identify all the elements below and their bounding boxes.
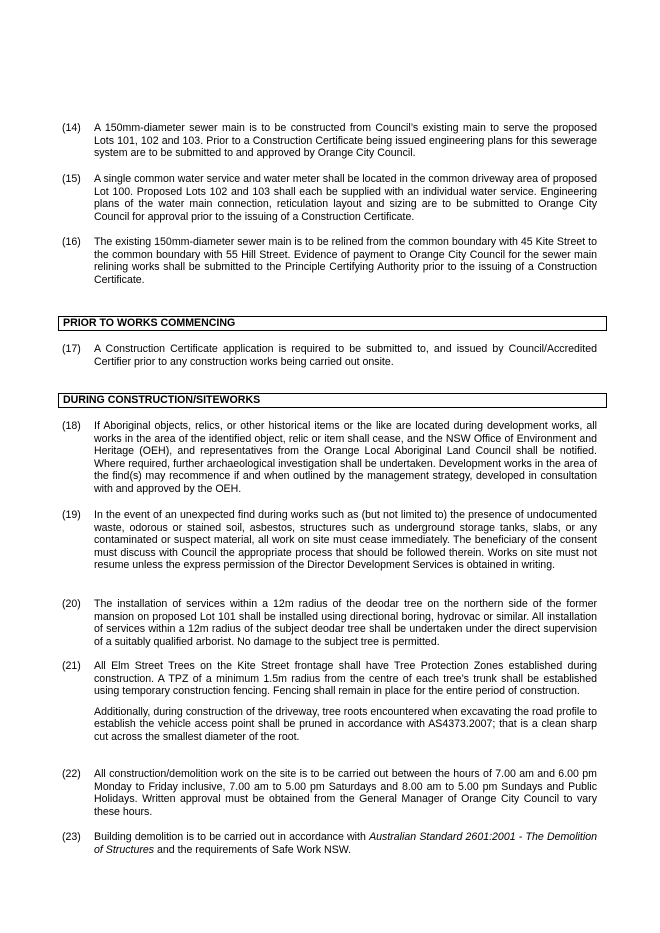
condition-number: (22) (62, 768, 81, 780)
condition-text: If Aboriginal objects, relics, or other historical items or the like are located during development works, all works in the area of the identified object, relic or item shall cease, and the NSW Office of Environment and Heritage (OEH), and representatives from the Orange Local Aboriginal Land Council shall be notified. Where required, further archaeological investigation shall be undertaken. Development works in the area of the find(s) may recommence if and when outlined by the management strategy, developed in consultation with and approved by the OEH. (94, 420, 597, 495)
condition-16 (62, 236, 597, 286)
condition-23 (62, 831, 597, 856)
condition-text: The installation of services within a 12m radius of the deodar tree on the northern side of the former mansion on proposed Lot 101 shall be installed using directional boring, hydrovac or similar. All installation of services within a 12m radius of the subject deodar tree shall be undertaken under the direct supervision of a suitably qualified arborist. No damage to the subject tree is permitted. (94, 598, 597, 648)
condition-21 (62, 660, 597, 744)
condition-14 (62, 122, 597, 160)
condition-number: (16) (62, 236, 81, 248)
condition-text: A single common water service and water meter shall be located in the common driveway area of proposed Lot 100. Proposed Lots 102 and 103 shall each be supplied with an individual water service. Engineering plans of the water main connection, reticulation layout and sizing are to be submitted to Orange City Council for approval prior to the issuing of a Construction Certificate. (94, 173, 597, 223)
condition-text: All Elm Street Trees on the Kite Street frontage shall have Tree Protection Zones established during construction. A TPZ of a minimum 1.5m radius from the centre of each tree’s trunk shall be established using temporary construction fencing. Fencing shall remain in place for the entire period of construction. (94, 660, 597, 698)
section-heading-prior-to-works: PRIOR TO WORKS COMMENCING (58, 316, 607, 331)
condition-number: (21) (62, 660, 81, 672)
condition-text: In the event of an unexpected find during works such as (but not limited to) the presence of undocumented waste, odorous or stained soil, asbestos, structures such as underground storage tanks, slabs, or any contaminated or suspect material, all work on site must cease immediately. The beneficiary of the consent must discuss with Council the appropriate process that should be followed therein. Works on site must not resume unless the express permission of the Director Development Services is obtained in writing. (94, 509, 597, 572)
condition-number: (17) (62, 343, 81, 355)
standard-reference: Australian Standard 2601:2001 - The Demolition of Structures (94, 831, 597, 856)
condition-17 (62, 343, 597, 368)
condition-number: (14) (62, 122, 81, 134)
condition-number: (23) (62, 831, 81, 843)
condition-number: (15) (62, 173, 81, 185)
condition-22 (62, 768, 597, 818)
condition-20 (62, 598, 597, 648)
condition-number: (20) (62, 598, 81, 610)
condition-text-start: Building demolition is to be carried out in accordance with (94, 831, 370, 843)
condition-15 (62, 173, 597, 223)
condition-number: (18) (62, 420, 81, 432)
condition-18 (62, 420, 597, 496)
condition-text: A Construction Certificate application is required to be submitted to, and issued by Council/Accredited Certifier prior to any construction works being carried out onsite. (94, 343, 597, 368)
condition-text (94, 831, 597, 856)
condition-text: The existing 150mm-diameter sewer main is to be relined from the common boundary with 45 Kite Street to the common boundary with 55 Hill Street. Evidence of payment to Orange City Council for the sewer main relining works shall be submitted to the Principle Certifying Authority prior to the issuing of a Construction Certificate. (94, 236, 597, 286)
condition-text: A 150mm-diameter sewer main is to be constructed from Council’s existing main to serve the proposed Lots 101, 102 and 103. Prior to a Construction Certificate being issued engineering plans for this sewerage system are to be submitted to and approved by Orange City Council. (94, 122, 597, 160)
section-heading-during-construction: DURING CONSTRUCTION/SITEWORKS (58, 393, 607, 408)
condition-19 (62, 509, 597, 572)
condition-number: (19) (62, 509, 81, 521)
condition-text-continued: Additionally, during construction of the driveway, tree roots encountered when excavating the road profile to establish the vehicle access point shall be pruned in accordance with AS4373.2007; that is a clean sharp cut across the smallest diameter of the root. (94, 705, 597, 743)
condition-text: All construction/demolition work on the site is to be carried out between the hours of 7.00 am and 6.00 pm Monday to Friday inclusive, 7.00 am to 5.00 pm Saturdays and 8.00 am to 5.00 pm Sundays and Public Holidays. Written approval must be obtained from the General Manager of Orange City Council to vary these hours. (94, 768, 597, 818)
condition-text-end: and the requirements of Safe Work NSW. (154, 843, 352, 856)
